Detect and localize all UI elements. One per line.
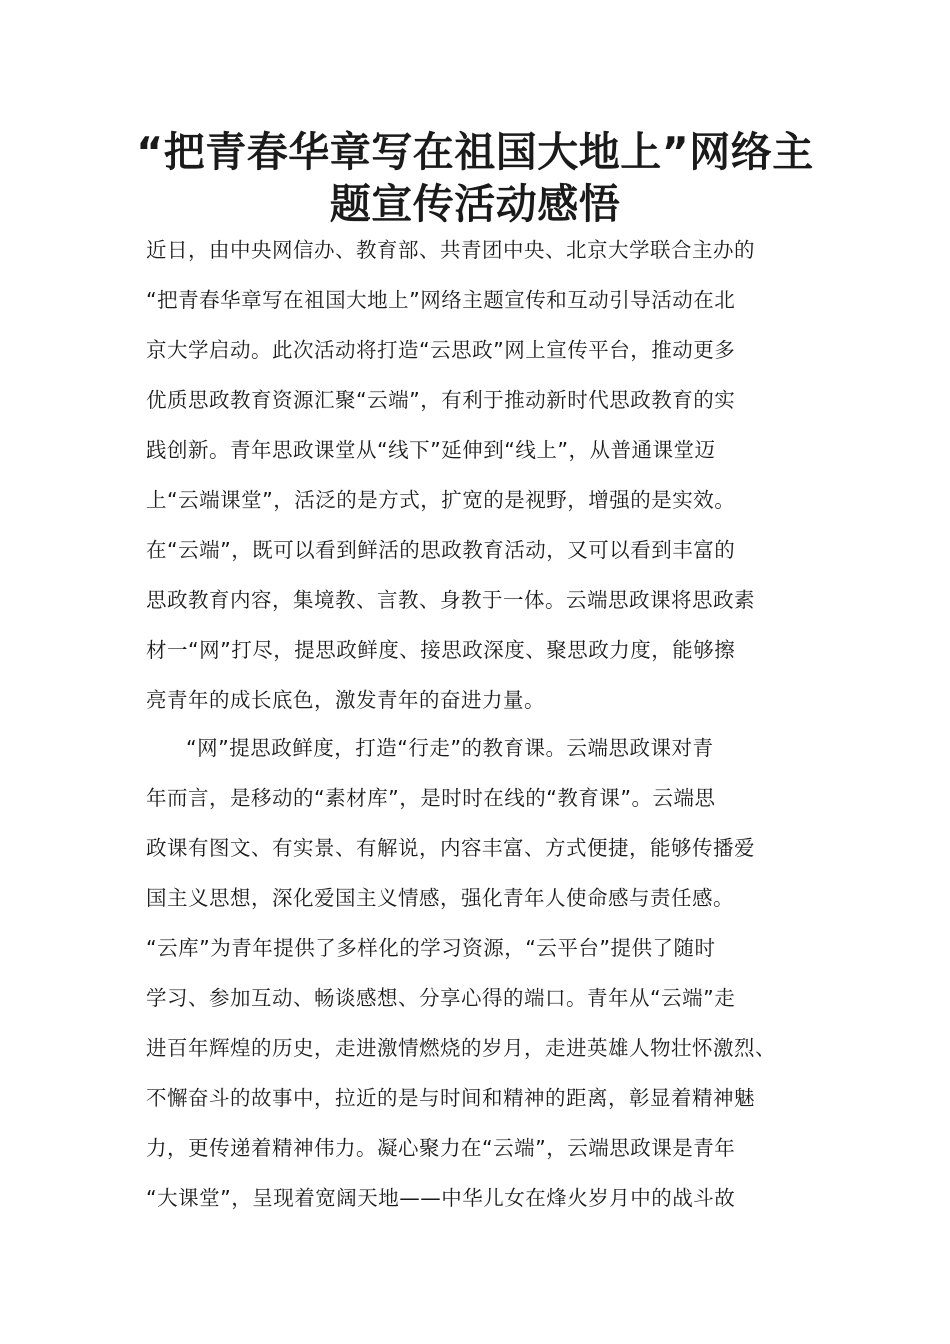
document-title bbox=[120, 126, 830, 230]
paragraph-line: 学习、参加互动、畅谈感想、分享心得的端口。青年从“云端”走 bbox=[146, 986, 736, 1010]
paragraph-1 bbox=[146, 225, 816, 725]
paragraph-line: 国主义思想，深化爱国主义情感，强化青年人使命感与责任感。 bbox=[146, 886, 734, 910]
paragraph-line: 政课有图文、有实景、有解说，内容丰富、方式便捷，能够传播爱 bbox=[146, 836, 755, 860]
paragraph-line: 不懈奋斗的故事中，拉近的是与时间和精神的距离，彰显着精神魅 bbox=[146, 1086, 755, 1110]
paragraph-line: 京大学启动。此次活动将打造“云思政”网上宣传平台，推动更多 bbox=[146, 338, 736, 362]
paragraph-line: 思政教育内容，集境教、言教、身教于一体。云端思政课将思政素 bbox=[146, 588, 755, 612]
title-line-2: 题宣传活动感悟 bbox=[329, 180, 621, 228]
paragraph-line: 材一“网”打尽，提思政鲜度、接思政深度、聚思政力度，能够擦 bbox=[146, 638, 736, 662]
paragraph-line: “把青春华章写在祖国大地上”网络主题宣传和互动引导活动在北 bbox=[146, 288, 736, 312]
paragraph-line: 近日，由中央网信办、教育部、共青团中央、北京大学联合主办的 bbox=[146, 238, 755, 262]
paragraph-line: 年而言，是移动的“素材库”，是时时在线的“教育课”。云端思 bbox=[146, 786, 716, 810]
paragraph-line: “大课堂”，呈现着宽阔天地——中华儿女在烽火岁月中的战斗故 bbox=[146, 1186, 736, 1210]
paragraph-2 bbox=[146, 723, 816, 1223]
paragraph-line: 进百年辉煌的历史，走进激情燃烧的岁月，走进英雄人物壮怀激烈、 bbox=[146, 1036, 776, 1060]
title-line-1: “把青春华章写在祖国大地上”网络主 bbox=[136, 128, 814, 176]
paragraph-line: 优质思政教育资源汇聚“云端”，有利于推动新时代思政教育的实 bbox=[146, 388, 736, 412]
paragraph-line: 在“云端”，既可以看到鲜活的思政教育活动，又可以看到丰富的 bbox=[146, 538, 736, 562]
paragraph-line: 践创新。青年思政课堂从“线下”延伸到“线上”，从普通课堂迈 bbox=[146, 438, 716, 462]
paragraph-line: “云库”为青年提供了多样化的学习资源，“云平台”提供了随时 bbox=[146, 936, 716, 960]
paragraph-line: 上“云端课堂”，活泛的是方式，扩宽的是视野，增强的是实效。 bbox=[146, 488, 736, 512]
paragraph-line: 亮青年的成长底色，激发青年的奋进力量。 bbox=[146, 688, 545, 712]
paragraph-line: “网”提思政鲜度，打造“行走”的教育课。云端思政课对青 bbox=[186, 736, 714, 760]
paragraph-line: 力，更传递着精神伟力。凝心聚力在“云端”，云端思政课是青年 bbox=[146, 1136, 736, 1160]
